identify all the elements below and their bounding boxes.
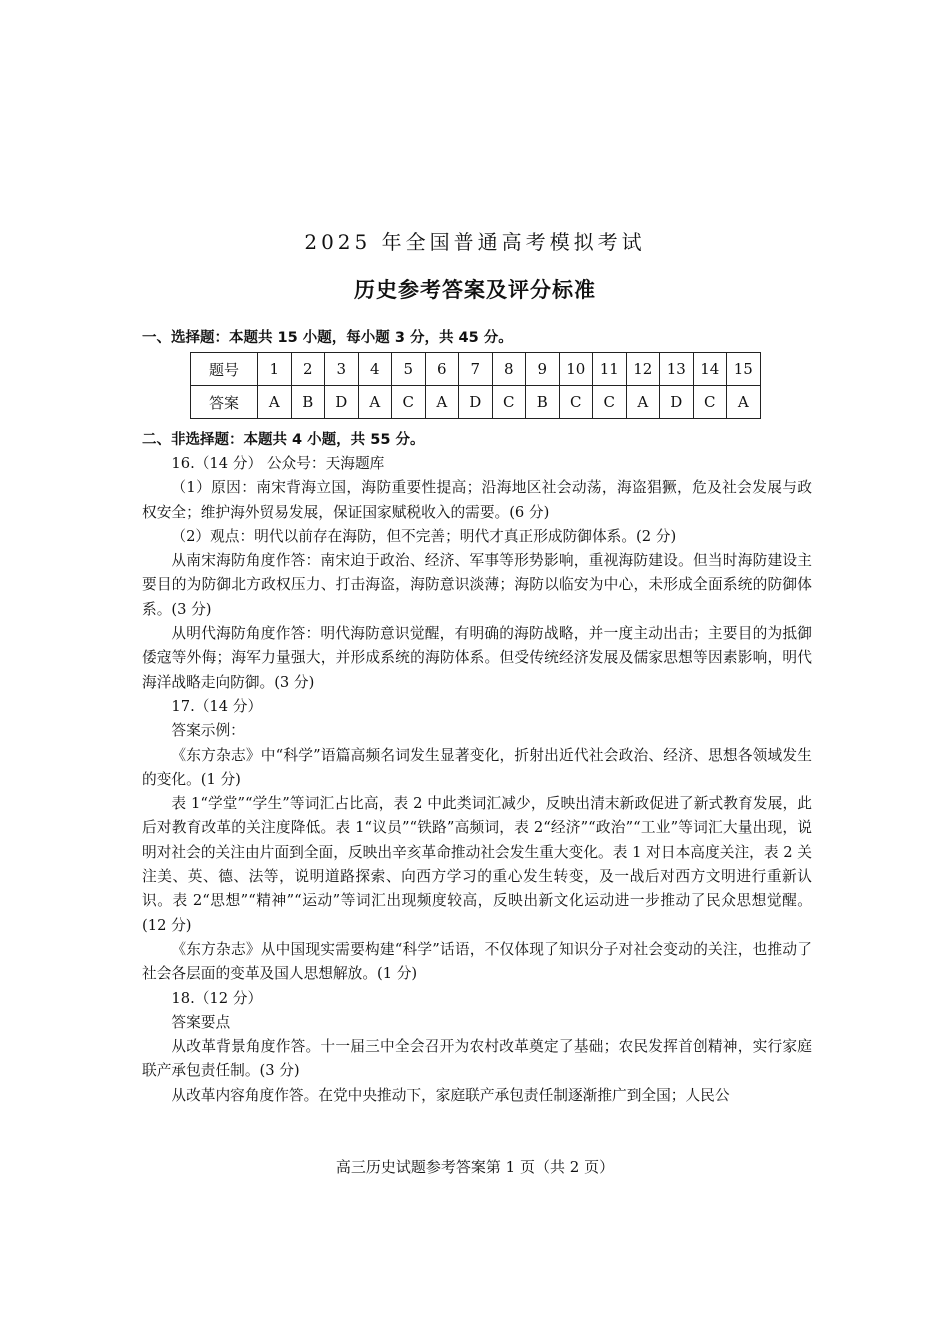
q17-intro: 《东方杂志》中“科学”语篇高频名词发生显著变化，折射出近代社会政治、经济、思想各领域发生的变化。(1 分) — [142, 746, 812, 788]
table-cell: D — [660, 386, 694, 419]
section-heading-choice: 一、选择题：本题共 15 小题，每小题 3 分，共 45 分。 — [142, 330, 513, 346]
section-heading-nonchoice: 二、非选择题：本题共 4 小题，共 55 分。 — [142, 432, 425, 448]
table-cell: D — [325, 386, 359, 419]
table-cell: 15 — [727, 353, 761, 386]
q18-header: 18.（12 分） — [171, 989, 263, 1007]
exam-title: 2025 年全国普通高考模拟考试 — [304, 230, 646, 254]
q16-song-angle: 从南宋海防角度作答：南宋迫于政治、经济、军事等形势影响，重视海防建设。但当时海防建设主要目的为防御北方政权压力、打击海盗，海防意识淡薄；海防以临安为中心，未形成全面系统的防御体系。(3 分) — [142, 552, 812, 618]
q18-points-label: 答案要点 — [171, 1013, 231, 1031]
row-label-answer: 答案 — [191, 386, 258, 419]
table-cell: A — [727, 386, 761, 419]
table-cell: 2 — [291, 353, 325, 386]
q17-conclusion: 《东方杂志》从中国现实需要构建“科学”话语，不仅体现了知识分子对社会变动的关注，也推动了社会各层面的变革及国人思想解放。(1 分) — [142, 940, 812, 983]
table-cell: C — [593, 386, 627, 419]
table-cell: 1 — [258, 353, 292, 386]
table-cell: A — [358, 386, 392, 419]
q16-ming-angle: 从明代海防角度作答：明代海防意识觉醒，有明确的海防战略，并一度主动出击；主要目的为抵御倭寇等外侮；海军力量强大，并形成系统的海防体系。但受传统经济发展及儒家思想等因素影响，明代海洋战略走向防御。(3 分) — [142, 625, 812, 691]
table-cell: C — [492, 386, 526, 419]
table-cell: 4 — [358, 353, 392, 386]
q18-background: 从改革背景角度作答。十一届三中全会召开为农村改革奠定了基础；农民发挥首创精神，实行家庭联产承包责任制。(3 分) — [142, 1038, 812, 1080]
q16-part1: （1）原因：南宋背海立国，海防重要性提高；沿海地区社会动荡，海盗猖獗，危及社会发展与政权安全；维护海外贸易发展，保证国家赋税收入的需要。(6 分) — [142, 479, 812, 521]
document-subtitle: 历史参考答案及评分标准 — [354, 278, 596, 302]
q16-part2: （2）观点：明代以前存在海防，但不完善；明代才真正形成防御体系。(2 分) — [171, 527, 677, 545]
table-row-answers — [191, 386, 761, 419]
table-cell: 7 — [459, 353, 493, 386]
row-label-number: 题号 — [191, 353, 258, 386]
table-cell: B — [526, 386, 560, 419]
table-cell: 3 — [325, 353, 359, 386]
answer-body — [142, 452, 812, 1108]
table-cell: 11 — [593, 353, 627, 386]
table-row-numbers — [191, 353, 761, 386]
table-cell: 6 — [425, 353, 459, 386]
table-cell: 14 — [693, 353, 727, 386]
table-cell: 10 — [559, 353, 593, 386]
table-cell: 5 — [392, 353, 426, 386]
table-cell: C — [559, 386, 593, 419]
table-cell: 13 — [660, 353, 694, 386]
table-cell: C — [392, 386, 426, 419]
table-cell: A — [258, 386, 292, 419]
q17-analysis: 表 1“学堂”“学生”等词汇占比高，表 2 中此类词汇减少，反映出清末新政促进了新式教育发展，此后对教育改革的关注度降低。表 1“议员”“铁路”高频词，表 2“经济”“政治”“工业”等词汇大量出现，说明对社会的关注由片面到全面，反映出辛亥革命推动社会发生重大变化。表 1 对日本高度关注，表 2 关注美、英、德、法等，说明道路探索、向西方学习的重心发生转变，及一战后对西方文明进行重新认识。表 2“思想”“精神”“运动”等词汇出现频度较高，反映出新文化运动进一步推动了民众思想觉醒。(12 分) — [142, 795, 812, 934]
answer-table — [190, 352, 761, 419]
table-cell: C — [693, 386, 727, 419]
q16-header: 16.（14 分） 公众号：天海题库 — [171, 455, 385, 472]
table-cell: 12 — [626, 353, 660, 386]
q17-example-label: 答案示例： — [171, 722, 245, 740]
q17-header: 17.（14 分） — [171, 697, 263, 715]
table-cell: D — [459, 386, 493, 419]
page-footer: 高三历史试题参考答案第 1 页（共 2 页） — [335, 1158, 615, 1176]
table-cell: A — [425, 386, 459, 419]
table-cell: A — [626, 386, 660, 419]
table-cell: 9 — [526, 353, 560, 386]
q18-content: 从改革内容角度作答。在党中央推动下，家庭联产承包责任制逐渐推广到全国；人民公 — [171, 1086, 730, 1104]
table-cell: 8 — [492, 353, 526, 386]
table-cell: B — [291, 386, 325, 419]
